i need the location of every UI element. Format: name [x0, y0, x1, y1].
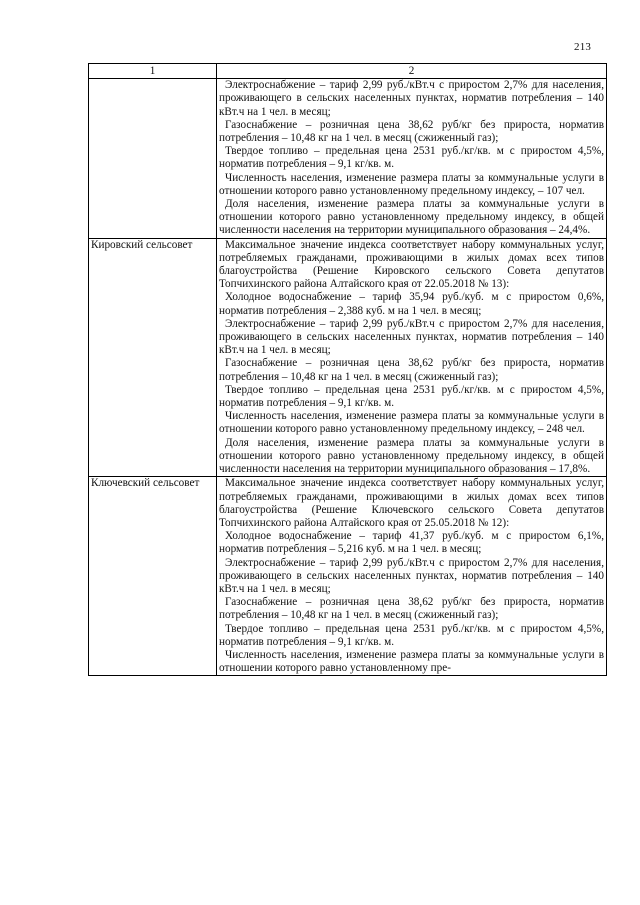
table-row	[89, 238, 607, 477]
paragraph: Электроснабжение – тариф 2,99 руб./кВт.ч с приростом 2,7% для населения, проживающего в сельских населенных пунктах, норматив потребления – 140 кВт.ч на 1 чел. в месяц;	[219, 556, 604, 595]
municipality-name-cell: Кировский сельсовет	[89, 238, 217, 477]
paragraph: Твердое топливо – предельная цена 2531 руб./кг/кв. м с приростом 4,5%, норматив потребления – 9,1 кг/кв. м.	[219, 383, 604, 410]
description-cell	[217, 238, 607, 477]
paragraph: Газоснабжение – розничная цена 38,62 руб/кг без прироста, норматив потребления – 10,48 кг на 1 чел. в месяц (сжиженный газ);	[219, 357, 604, 383]
description-cell	[217, 79, 607, 238]
tariff-table	[88, 63, 607, 676]
column-header-1: 1	[89, 64, 217, 79]
table-row	[89, 477, 607, 676]
paragraph: Доля населения, изменение размера платы за коммунальные услуги в отношении которого равно установленному предельному индексу, в общей численности населения на территории муниципального образования – 24,4%.	[219, 198, 604, 237]
table-row	[89, 79, 607, 238]
paragraph: Максимальное значение индекса соответствует набору коммунальных услуг, потребляемых гражданами, проживающими в жилых домах всех типов благоустройства (Решение Ключевского сельского Совета депутатов Топчихинского района Алтайского края от 25.05.2018 № 12):	[219, 477, 604, 529]
paragraph: Численность населения, изменение размера платы за коммунальные услуги в отношении которого равно установленному предельному индексу, – 107 чел.	[219, 171, 604, 197]
description-cell	[217, 477, 607, 676]
paragraph: Газоснабжение – розничная цена 38,62 руб/кг без прироста, норматив потребления – 10,48 кг на 1 чел. в месяц (сжиженный газ);	[219, 118, 604, 145]
paragraph: Максимальное значение индекса соответствует набору коммунальных услуг, потребляемых гражданами, проживающими в жилых домах всех типов благоустройства (Решение Кировского сельского Совета депутатов Топчихинского района Алтайского края от 22.05.2018 № 13):	[219, 238, 604, 291]
paragraph: Численность населения, изменение размера платы за коммунальные услуги в отношении которого равно установленному пре-	[219, 648, 604, 675]
paragraph: Твердое топливо – предельная цена 2531 руб./кг/кв. м с приростом 4,5%, норматив потребления – 9,1 кг/кв. м.	[219, 622, 604, 648]
paragraph: Численность населения, изменение размера платы за коммунальные услуги в отношении которого равно установленному предельному индексу, – 248 чел.	[219, 410, 604, 436]
page-number: 213	[574, 41, 592, 53]
paragraph: Электроснабжение – тариф 2,99 руб./кВт.ч с приростом 2,7% для населения, проживающего в сельских населенных пунктах, норматив потребления – 140 кВт.ч на 1 чел. в месяц;	[219, 317, 604, 357]
municipality-name-cell: Ключевский сельсовет	[89, 477, 217, 676]
column-header-2: 2	[217, 64, 607, 79]
paragraph: Холодное водоснабжение – тариф 41,37 руб./куб. м с приростом 6,1%, норматив потребления – 5,216 куб. м на 1 чел. в месяц;	[219, 530, 604, 556]
paragraph: Доля населения, изменение размера платы за коммунальные услуги в отношении которого равно установленному предельному индексу, в общей численности населения на территории муниципального образования – 17,8%.	[219, 436, 604, 476]
table-header-row	[89, 64, 607, 79]
paragraph: Твердое топливо – предельная цена 2531 руб./кг/кв. м с приростом 4,5%, норматив потребления – 9,1 кг/кв. м.	[219, 145, 604, 171]
paragraph: Электроснабжение – тариф 2,99 руб./кВт.ч с приростом 2,7% для населения, проживающего в сельских населенных пунктах, норматив потребления – 140 кВт.ч на 1 чел. в месяц;	[219, 79, 604, 118]
paragraph: Газоснабжение – розничная цена 38,62 руб/кг без прироста, норматив потребления – 10,48 кг на 1 чел. в месяц (сжиженный газ);	[219, 596, 604, 622]
municipality-name-cell	[89, 79, 217, 238]
paragraph: Холодное водоснабжение – тариф 35,94 руб./куб. м с приростом 0,6%, норматив потребления – 2,388 куб. м на 1 чел. в месяц;	[219, 291, 604, 317]
